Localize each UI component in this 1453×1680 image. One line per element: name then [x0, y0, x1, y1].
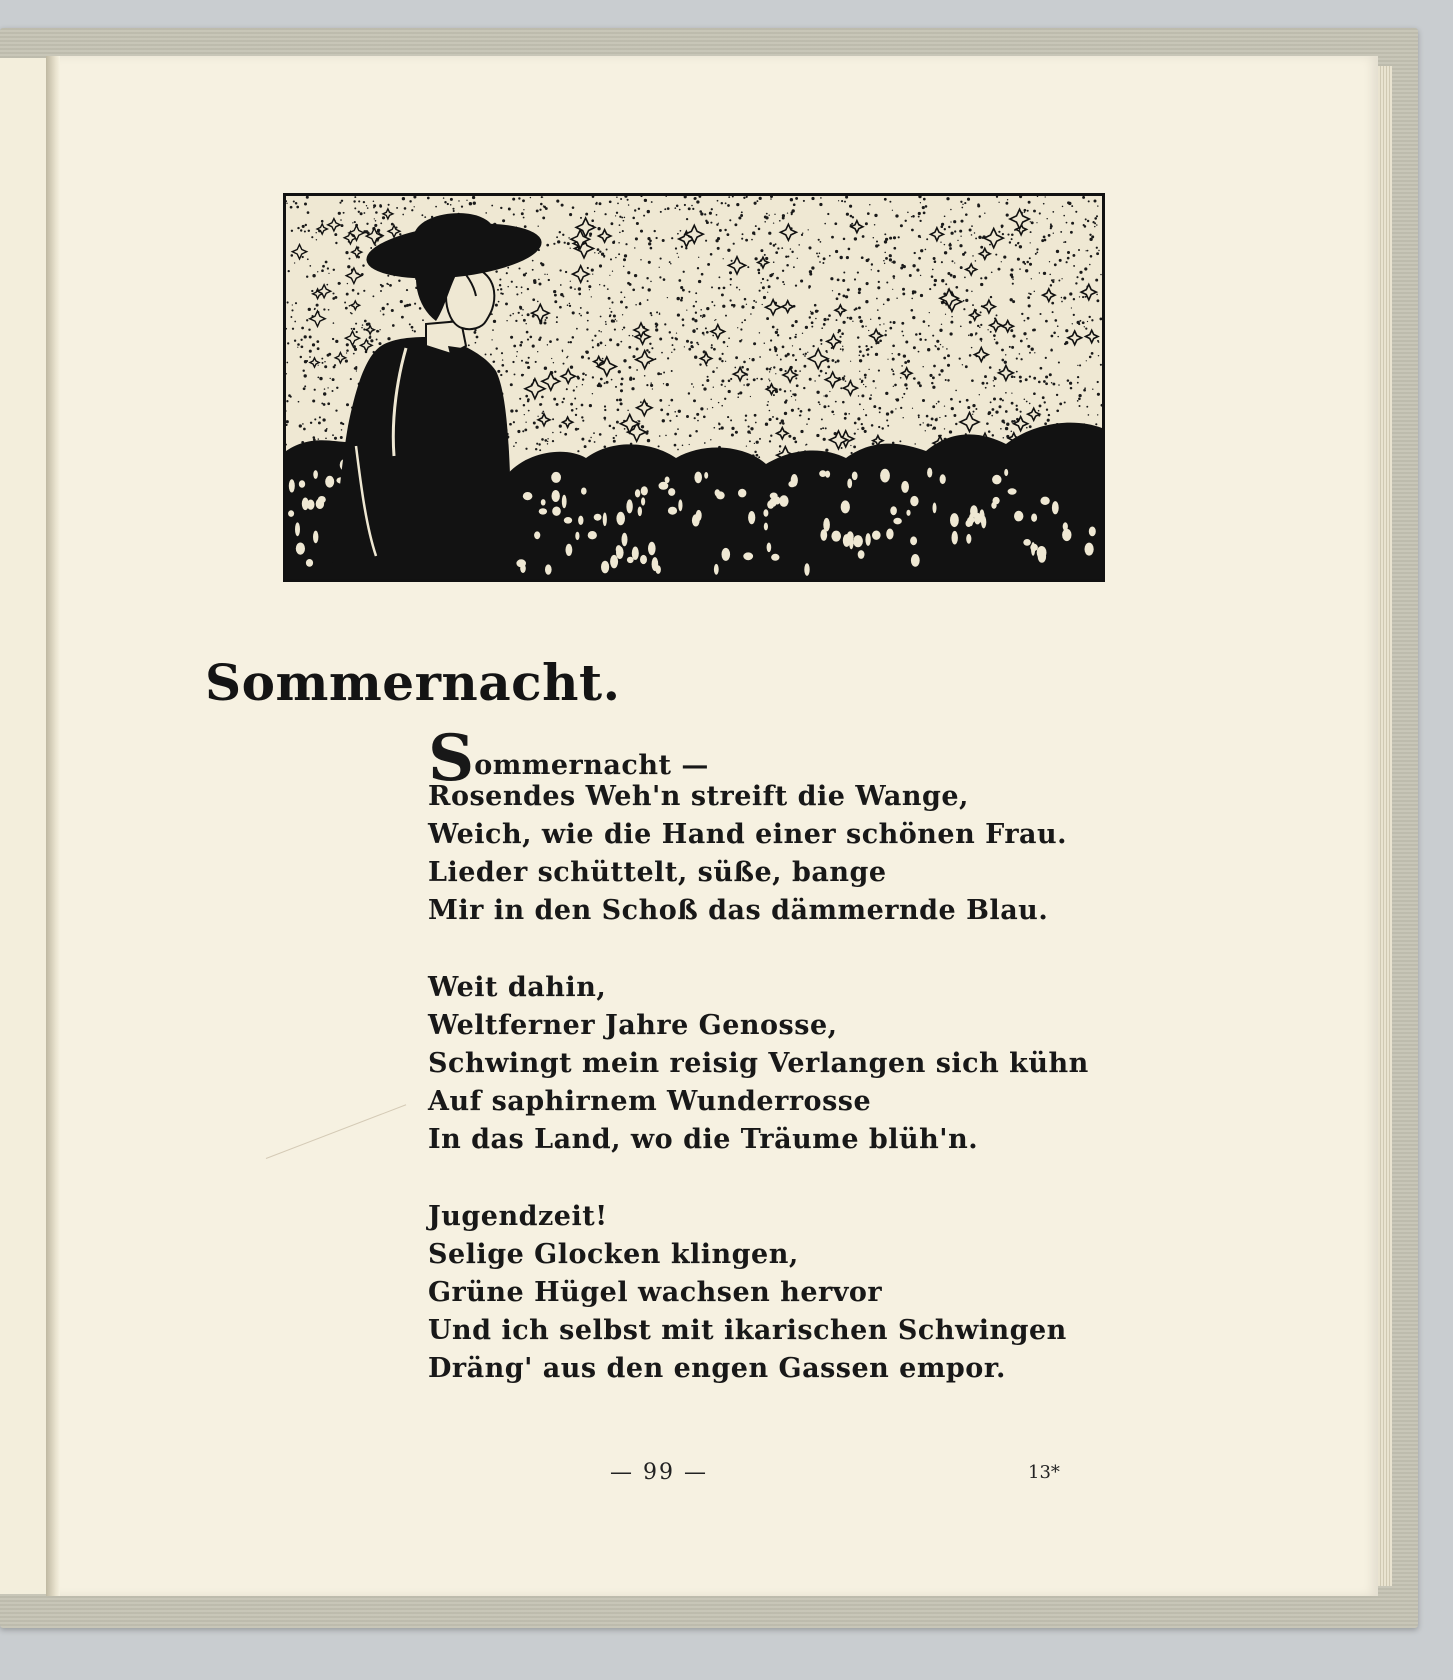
poem-line: Und ich selbst mit ikarischen Schwingen	[428, 1315, 1067, 1346]
poem-line: Schwingt mein reisig Verlangen sich kühn	[428, 1048, 1089, 1079]
poem-line: Weltferner Jahre Genosse,	[428, 1010, 838, 1041]
poem-line: Auf saphirnem Wunderrosse	[428, 1086, 872, 1117]
page-edges	[1378, 66, 1392, 1586]
stanza-break	[428, 1159, 1089, 1198]
poem-line: Dräng' aus den engen Gassen empor.	[428, 1353, 1006, 1384]
poem-line: Selige Glocken klingen,	[428, 1239, 799, 1270]
stanza-break	[428, 930, 1089, 969]
poem-line: Grüne Hügel wachsen hervor	[428, 1277, 883, 1308]
poem-body	[428, 721, 1089, 1388]
page-number: — 99 —	[610, 1460, 708, 1485]
poem-title: Sommernacht.	[205, 653, 621, 712]
first-line-text: ommernacht —	[474, 750, 709, 781]
left-page-edge	[0, 58, 50, 1594]
poem-line: Weich, wie die Hand einer schönen Frau.	[428, 819, 1068, 850]
poem-line: Mir in den Schoß das dämmernde Blau.	[428, 895, 1049, 926]
poem-line: Jugendzeit!	[428, 1201, 608, 1232]
poem-line: Weit dahin,	[428, 972, 607, 1003]
poem-line: Rosendes Weh'n streift die Wange,	[428, 781, 969, 812]
poem-first-line	[428, 721, 1089, 796]
poem-line: Lieder schüttelt, süße, bange	[428, 857, 887, 888]
header-illustration	[283, 193, 1105, 582]
book-gutter	[46, 56, 60, 1596]
signature-mark: 13*	[1028, 1462, 1060, 1483]
poem-line: In das Land, wo die Träume blüh'n.	[428, 1124, 979, 1155]
starry-night-woodcut-icon	[286, 196, 1102, 579]
drop-cap: S	[428, 721, 475, 796]
